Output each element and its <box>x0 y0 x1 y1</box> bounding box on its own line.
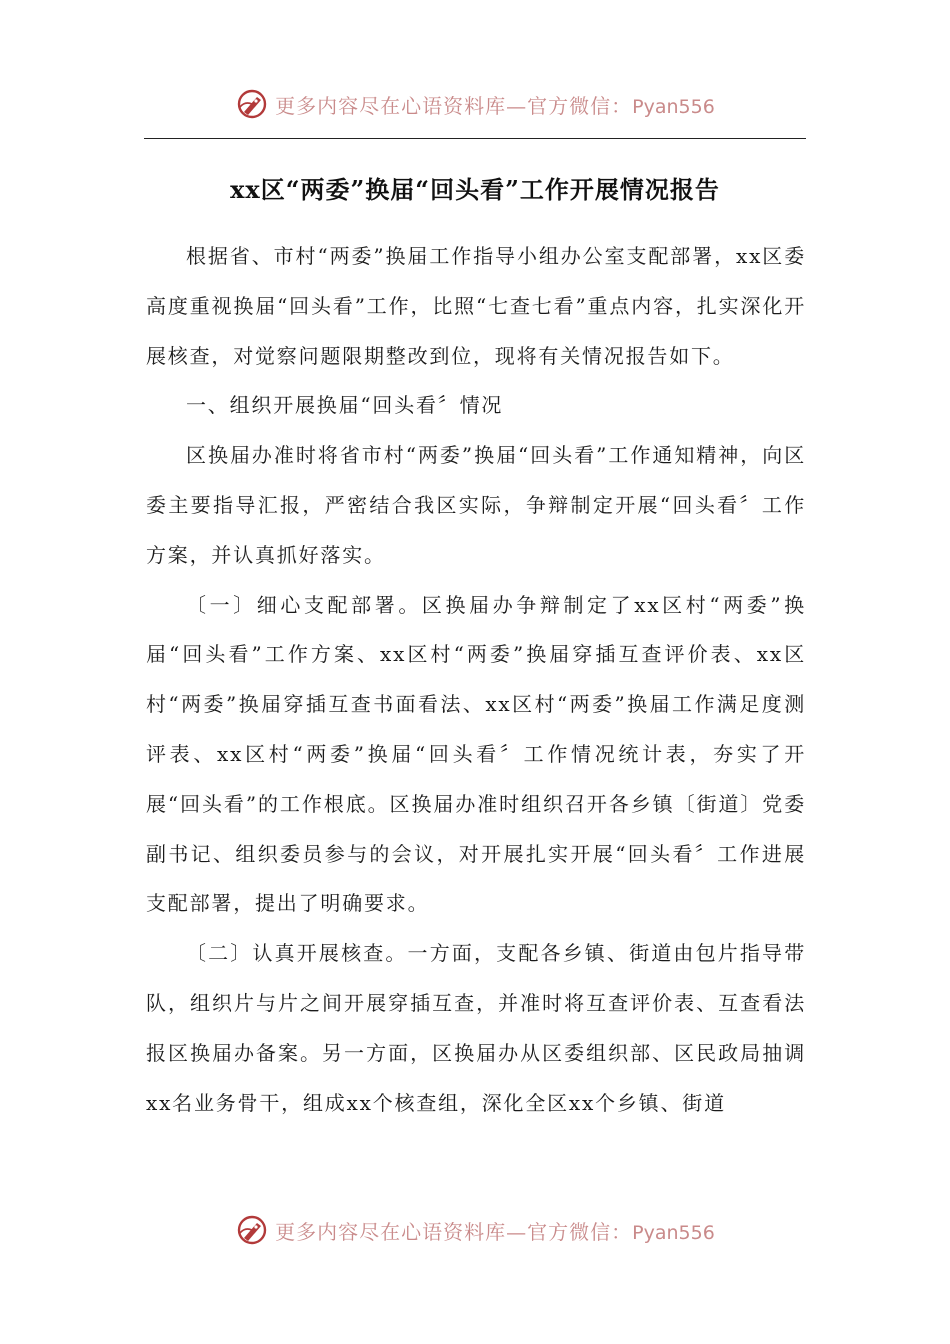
paragraph: 〔一〕细心支配部署。区换届办争辩制定了xx区村“两委”换届“回头看”工作方案、xx区村“两委”换届穿插互查评价表、xx区村“两委”换届穿插互查书面看法、xx区村“两委”换届工作满足度测评表、xx区村“两委”换届“回头看〞工作情况统计表，夯实了开展“回头看”的工作根底。区换届办准时组织召开各乡镇〔街道〕党委副书记、组织委员参与的会议，对开展扎实开展“回头看〞工作进展支配部署，提出了明确要求。 <box>146 592 806 916</box>
pen-nib-circle-logo-icon <box>235 87 269 121</box>
pen-nib-circle-logo-icon <box>235 1213 269 1247</box>
banner-wechat-id: Pyan556 <box>632 95 715 118</box>
footer-banner <box>0 1208 950 1252</box>
document-title: xx区“两委”换届“回头看”工作开展情况报告 <box>230 175 720 204</box>
paragraph: 〔二〕认真开展核查。一方面，支配各乡镇、街道由包片指导带队，组织片与片之间开展穿插互查，并准时将互查评价表、互查看法报区换届办备案。另一方面，区换届办从区委组织部、区民政局抽调xx名业务骨干，组成xx个核查组，深化全区xx个乡镇、街道 <box>146 941 806 1115</box>
paragraph: 根据省、市村“两委”换届工作指导小组办公室支配部署，xx区委高度重视换届“回头看”工作，比照“七查七看”重点内容，扎实深化开展核查，对觉察问题限期整改到位，现将有关情况报告如下。 <box>146 244 806 368</box>
banner-slogan: 更多内容尽在心语资料库—官方微信： <box>275 93 633 118</box>
header-divider <box>144 138 806 139</box>
banner-wechat-id: Pyan556 <box>632 1221 715 1244</box>
banner-slogan: 更多内容尽在心语资料库—官方微信： <box>275 1219 633 1244</box>
document-body <box>146 232 806 1128</box>
banner-text <box>275 1216 715 1245</box>
banner-text <box>275 90 715 119</box>
header-banner <box>0 82 950 126</box>
section-heading: 一、组织开展换届“回头看〞情况 <box>186 393 504 418</box>
paragraph: 区换届办准时将省市村“两委”换届“回头看”工作通知精神，向区委主要指导汇报，严密结合我区实际，争辩制定开展“回头看〞工作方案，并认真抓好落实。 <box>146 443 806 567</box>
